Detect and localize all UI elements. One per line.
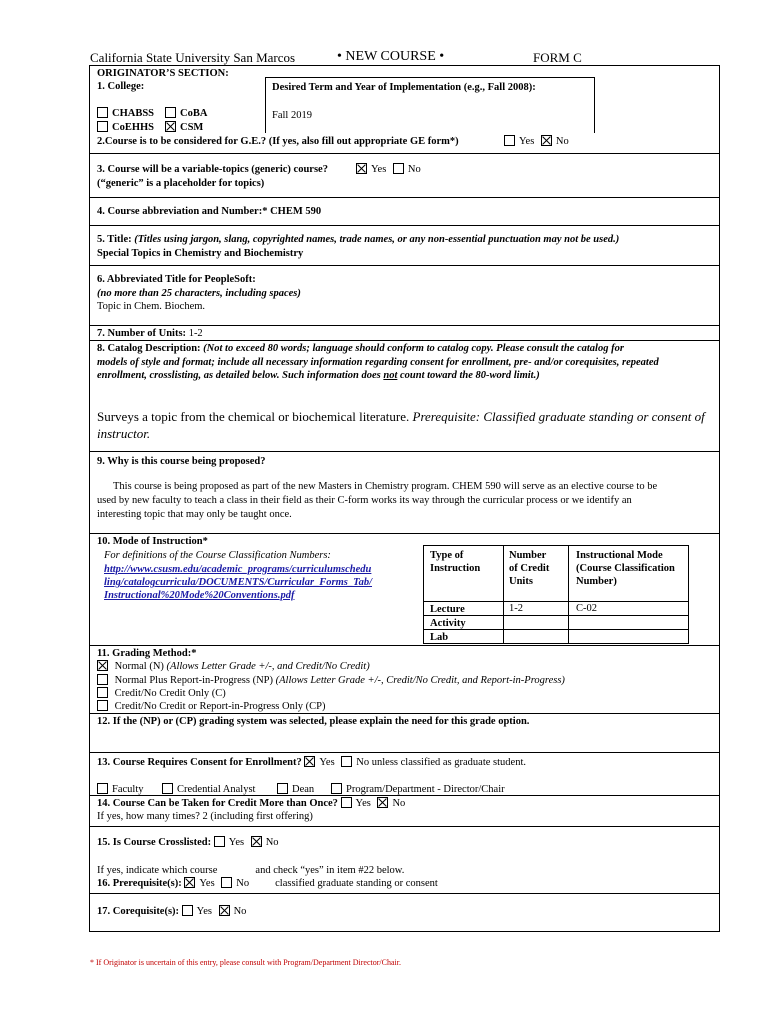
checkbox-csm[interactable] <box>165 121 176 132</box>
form-title: • NEW COURSE • <box>337 49 445 64</box>
q2-label: 2.Course is to be considered for G.E.? (If yes, also fill out appropriate GE form*) <box>97 136 459 147</box>
form-code: FORM C <box>533 50 582 65</box>
table-cell-mode: C-02 <box>576 603 597 614</box>
faculty-checkbox[interactable] <box>97 783 108 794</box>
dean-checkbox[interactable] <box>277 783 288 794</box>
q7-row: 7. Number of Units: 1-2 <box>97 328 203 339</box>
q10-label: 10. Mode of Instruction* <box>97 536 208 547</box>
q13-yes-checkbox[interactable] <box>304 756 315 767</box>
university-name: California State University San Marcos <box>90 50 296 65</box>
q3-note: (“generic” is a placeholder for topics) <box>97 178 265 189</box>
q9-text-line3: interesting topic that may only be taught once. <box>97 509 292 520</box>
grading-cp-checkbox[interactable] <box>97 700 108 711</box>
q15-row: 15. Is Course Crosslisted: Yes No <box>97 837 279 848</box>
analyst-checkbox[interactable] <box>162 783 173 794</box>
classification-link[interactable]: http://www.csusm.edu/academic_programs/curriculumschedu ling/catalogcurricula/DOCUMENTS/Curricular_Forms_Tab/ Instructional%20Mode%20Conventions.pdf <box>104 564 373 601</box>
q14-row: 14. Course Can be Taken for Credit More than Once? Yes No <box>97 798 406 809</box>
q13-no-checkbox[interactable] <box>341 756 352 767</box>
q3-label: 3. Course will be a variable-topics (generic) course? <box>97 164 328 175</box>
grading-option-np[interactable]: Normal Plus Report-in-Progress (NP) (Allows Letter Grade +/-, Credit/No Credit, and Report-in-Progress) <box>97 674 565 687</box>
q17-row: 17. Corequisite(s): Yes No <box>97 906 247 917</box>
q8-note-line2: models of style and format; include all necessary information regarding consent for enrollment, pre- and/or corequisites, repeated <box>97 357 659 368</box>
q8-label-row: 8. Catalog Description: (Not to exceed 80 words; language should conform to catalog copy. Please consult the catalog for <box>97 343 624 354</box>
q15-note: If yes, indicate which course and check “yes” in item #22 below. <box>97 865 405 876</box>
consent-chair[interactable]: Program/Department - Director/Chair <box>331 783 505 796</box>
checkbox-chabss[interactable] <box>97 107 108 118</box>
q11-label: 11. Grading Method:* <box>97 648 197 659</box>
units-value: 1-2 <box>188 328 203 339</box>
q15-yes-checkbox[interactable] <box>214 836 225 847</box>
grading-c-checkbox[interactable] <box>97 687 108 698</box>
footnote: * If Originator is uncertain of this entry, please consult with Program/Department Director/Chair. <box>90 958 401 967</box>
q15-no-checkbox[interactable] <box>251 836 262 847</box>
q5-title-row: 5. Title: (Titles using jargon, slang, copyrighted names, trade names, or any non-essential punctuation may not be used.) <box>97 234 620 245</box>
catalog-description-line2: instructor. <box>97 426 151 441</box>
q10-note: For definitions of the Course Classification Numbers: <box>104 550 331 561</box>
q9-text-line2: used by new faculty to teach a class in their field as their C-form works its way through the curricular process or we identify an <box>97 495 632 506</box>
q13-row: 13. Course Requires Consent for Enrollment? Yes No unless classified as graduate student. <box>97 757 526 768</box>
term-value: Fall 2019 <box>272 110 312 121</box>
q4-label-text: 4. Course abbreviation and Number:* <box>97 206 268 217</box>
q3-yes-checkbox[interactable] <box>356 163 367 174</box>
col-mode-header: Instructional Mode (Course Classification Number) <box>576 550 675 587</box>
table-row: Lab <box>430 632 449 643</box>
q2-options: Yes No <box>504 135 569 148</box>
q9-label: 9. Why is this course being proposed? <box>97 456 266 467</box>
catalog-description: Surveys a topic from the chemical or biochemical literature. Prerequisite: Classified graduate standing or consent of <box>97 409 705 424</box>
course-number: CHEM 590 <box>270 206 322 217</box>
grading-option-c[interactable]: Credit/No Credit Only (C) <box>97 687 226 700</box>
q9-text-line1: This course is being proposed as part of the new Masters in Chemistry program. CHEM 590 will serve as an elective course to be <box>113 481 658 492</box>
q14-yes-checkbox[interactable] <box>341 797 352 808</box>
q3-options: Yes No <box>356 163 421 176</box>
grading-option-normal[interactable]: Normal (N) (Allows Letter Grade +/-, and Credit/No Credit) <box>97 660 370 673</box>
college-option-coehhs[interactable]: CoEHHS <box>97 121 154 134</box>
chair-checkbox[interactable] <box>331 783 342 794</box>
q14-note: If yes, how many times? 2 (including first offering) <box>97 811 313 822</box>
q12-label: 12. If the (NP) or (CP) grading system was selected, please explain the need for this grade option. <box>97 716 530 727</box>
q17-no-checkbox[interactable] <box>219 905 230 916</box>
consent-faculty[interactable]: Faculty <box>97 783 144 796</box>
grading-normal-checkbox[interactable] <box>97 660 108 671</box>
course-title: Special Topics in Chemistry and Biochemistry <box>97 248 304 259</box>
prerequisite-value: classified graduate standing or consent <box>275 878 438 889</box>
table-row: Lecture <box>430 604 465 615</box>
checkbox-coehhs[interactable] <box>97 121 108 132</box>
q16-no-checkbox[interactable] <box>221 877 232 888</box>
college-option-coba[interactable]: CoBA <box>165 107 207 120</box>
originator-section-heading: ORIGINATOR’S SECTION: <box>97 68 229 79</box>
q16-row: 16. Prerequisite(s): Yes No classified graduate standing or consent <box>97 878 438 889</box>
q4-label <box>97 205 321 218</box>
q6-label: 6. Abbreviated Title for PeopleSoft: <box>97 274 256 285</box>
q3-no-checkbox[interactable] <box>393 163 404 174</box>
col-units-header: Number of Credit Units <box>509 550 550 587</box>
grading-option-cp[interactable]: Credit/No Credit or Report-in-Progress Only (CP) <box>97 700 325 713</box>
college-option-chabss[interactable]: CHABSS <box>97 107 154 120</box>
checkbox-coba[interactable] <box>165 107 176 118</box>
college-option-csm[interactable]: CSM <box>165 121 203 134</box>
table-cell-units: 1-2 <box>509 603 523 614</box>
q2-yes-checkbox[interactable] <box>504 135 515 146</box>
table-row: Activity <box>430 618 466 629</box>
consent-analyst[interactable]: Credential Analyst <box>162 783 255 796</box>
term-label: Desired Term and Year of Implementation (e.g., Fall 2008): <box>272 82 536 93</box>
q2-no-checkbox[interactable] <box>541 135 552 146</box>
abbreviated-title: Topic in Chem. Biochem. <box>97 301 206 312</box>
q16-yes-checkbox[interactable] <box>184 877 195 888</box>
q8-note-line3: enrollment, crosslisting, as detailed below. Such information does not count toward the 80-word limit.) <box>97 370 540 381</box>
college-label: 1. College: <box>97 81 145 92</box>
q6-note: (no more than 25 characters, including spaces) <box>97 288 301 299</box>
col-type-header: Type of Instruction <box>430 550 481 574</box>
consent-dean[interactable]: Dean <box>277 783 314 796</box>
q17-yes-checkbox[interactable] <box>182 905 193 916</box>
grading-np-checkbox[interactable] <box>97 674 108 685</box>
q14-no-checkbox[interactable] <box>377 797 388 808</box>
